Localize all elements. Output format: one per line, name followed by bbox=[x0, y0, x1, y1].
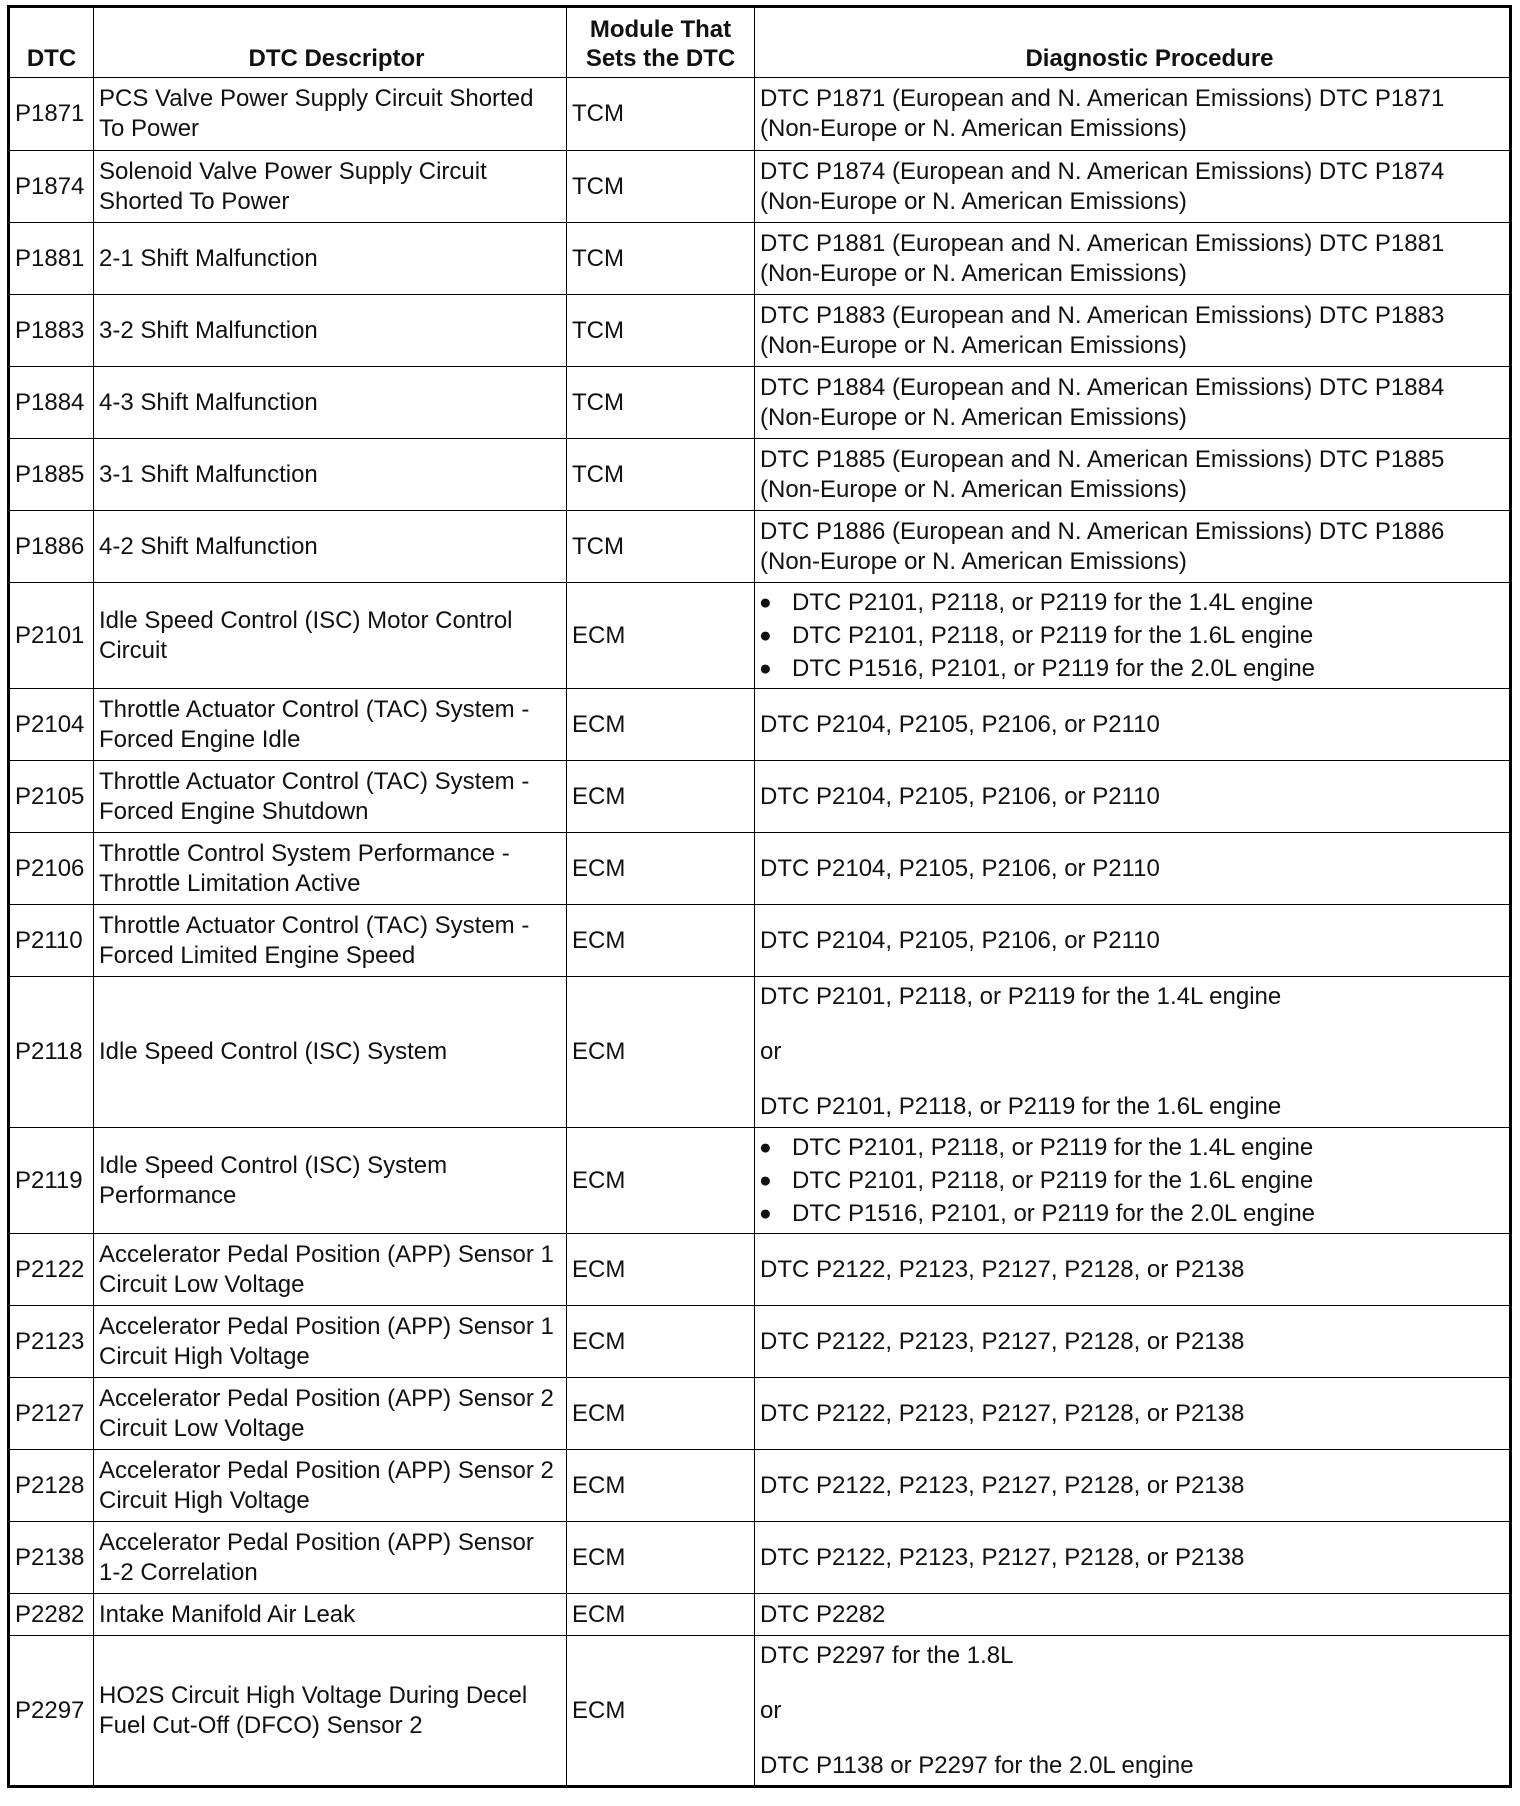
dtc-code-cell: P2138 bbox=[9, 1522, 94, 1594]
procedure-cell bbox=[755, 583, 1511, 689]
procedure-bullet-item: ● DTC P2101, P2118, or P2119 for the 1.6L engine bbox=[792, 1164, 1504, 1197]
line-gap bbox=[760, 1012, 1504, 1037]
descriptor-cell: 3-1 Shift Malfunction bbox=[94, 439, 567, 511]
dtc-code-cell: P2282 bbox=[9, 1594, 94, 1636]
module-cell: ECM bbox=[567, 1378, 755, 1450]
module-cell: ECM bbox=[567, 583, 755, 689]
dtc-code-cell: P1871 bbox=[9, 78, 94, 151]
procedure-cell bbox=[755, 1128, 1511, 1234]
dtc-code-cell: P1874 bbox=[9, 151, 94, 223]
descriptor-cell: Throttle Control System Performance - Throttle Limitation Active bbox=[94, 833, 567, 905]
dtc-code-cell: P2297 bbox=[9, 1636, 94, 1787]
table-row bbox=[9, 1306, 1511, 1378]
procedure-cell bbox=[755, 977, 1511, 1128]
procedure-bullet-item: ● DTC P1516, P2101, or P2119 for the 2.0L engine bbox=[792, 1197, 1504, 1230]
dtc-code-cell: P2128 bbox=[9, 1450, 94, 1522]
descriptor-cell: Accelerator Pedal Position (APP) Sensor 1 Circuit High Voltage bbox=[94, 1306, 567, 1378]
table-row bbox=[9, 761, 1511, 833]
module-cell: ECM bbox=[567, 1450, 755, 1522]
dtc-code-cell: P1883 bbox=[9, 295, 94, 367]
module-cell: ECM bbox=[567, 1306, 755, 1378]
table-row bbox=[9, 1522, 1511, 1594]
procedure-cell: DTC P2122, P2123, P2127, P2128, or P2138 bbox=[755, 1450, 1511, 1522]
descriptor-cell: Idle Speed Control (ISC) System bbox=[94, 977, 567, 1128]
dtc-code-cell: P2105 bbox=[9, 761, 94, 833]
dtc-code-cell: P1881 bbox=[9, 223, 94, 295]
table-row bbox=[9, 1128, 1511, 1234]
table-header bbox=[9, 7, 1511, 78]
table-row bbox=[9, 295, 1511, 367]
descriptor-cell: Accelerator Pedal Position (APP) Sensor 1-2 Correlation bbox=[94, 1522, 567, 1594]
dtc-code-cell: P2127 bbox=[9, 1378, 94, 1450]
dtc-code-cell: P2106 bbox=[9, 833, 94, 905]
line-gap bbox=[760, 1067, 1504, 1092]
dtc-code-cell: P1886 bbox=[9, 511, 94, 583]
descriptor-cell: 4-3 Shift Malfunction bbox=[94, 367, 567, 439]
procedure-bullet-item: ● DTC P2101, P2118, or P2119 for the 1.6L engine bbox=[792, 619, 1504, 652]
procedure-or-separator: or bbox=[760, 1038, 782, 1065]
table-row bbox=[9, 689, 1511, 761]
module-cell: TCM bbox=[567, 439, 755, 511]
table-row bbox=[9, 1234, 1511, 1306]
table-row bbox=[9, 905, 1511, 977]
procedure-bullet-item: ● DTC P2101, P2118, or P2119 for the 1.4L engine bbox=[792, 1131, 1504, 1164]
procedure-cell: DTC P2104, P2105, P2106, or P2110 bbox=[755, 689, 1511, 761]
module-cell: TCM bbox=[567, 223, 755, 295]
procedure-cell: DTC P1883 (European and N. American Emissions) DTC P1883 (Non-Europe or N. American Emissions) bbox=[755, 295, 1511, 367]
descriptor-cell: Accelerator Pedal Position (APP) Sensor 1 Circuit Low Voltage bbox=[94, 1234, 567, 1306]
procedure-cell: DTC P1871 (European and N. American Emissions) DTC P1871 (Non-Europe or N. American Emissions) bbox=[755, 78, 1511, 151]
table-row bbox=[9, 1378, 1511, 1450]
dtc-code-cell: P2104 bbox=[9, 689, 94, 761]
procedure-cell: DTC P2122, P2123, P2127, P2128, or P2138 bbox=[755, 1378, 1511, 1450]
module-cell: ECM bbox=[567, 1128, 755, 1234]
dtc-code-cell: P2119 bbox=[9, 1128, 94, 1234]
descriptor-cell: Idle Speed Control (ISC) Motor Control Circuit bbox=[94, 583, 567, 689]
module-cell: ECM bbox=[567, 833, 755, 905]
procedure-cell: DTC P2122, P2123, P2127, P2128, or P2138 bbox=[755, 1522, 1511, 1594]
procedure-cell: DTC P2104, P2105, P2106, or P2110 bbox=[755, 761, 1511, 833]
descriptor-cell: Throttle Actuator Control (TAC) System - Forced Engine Shutdown bbox=[94, 761, 567, 833]
descriptor-cell: 2-1 Shift Malfunction bbox=[94, 223, 567, 295]
procedure-alternative: DTC P2297 for the 1.8L bbox=[760, 1641, 1014, 1669]
dtc-code-cell: P2101 bbox=[9, 583, 94, 689]
procedure-alternative: DTC P2101, P2118, or P2119 for the 1.4L engine bbox=[760, 983, 1282, 1010]
procedure-bullet-list bbox=[760, 586, 1504, 685]
procedure-bullet-list bbox=[760, 1131, 1504, 1230]
table-row bbox=[9, 78, 1511, 151]
module-cell: ECM bbox=[567, 689, 755, 761]
dtc-table bbox=[7, 5, 1512, 1788]
module-cell: ECM bbox=[567, 905, 755, 977]
descriptor-cell: Throttle Actuator Control (TAC) System - Forced Limited Engine Speed bbox=[94, 905, 567, 977]
procedure-cell: DTC P1884 (European and N. American Emissions) DTC P1884 (Non-Europe or N. American Emissions) bbox=[755, 367, 1511, 439]
module-cell: ECM bbox=[567, 1234, 755, 1306]
procedure-cell: DTC P2122, P2123, P2127, P2128, or P2138 bbox=[755, 1306, 1511, 1378]
procedure-cell: DTC P1886 (European and N. American Emissions) DTC P1886 (Non-Europe or N. American Emissions) bbox=[755, 511, 1511, 583]
module-cell: TCM bbox=[567, 151, 755, 223]
table-row bbox=[9, 1450, 1511, 1522]
header-procedure: Diagnostic Procedure bbox=[755, 7, 1511, 78]
procedure-bullet-item: ● DTC P2101, P2118, or P2119 for the 1.4L engine bbox=[792, 586, 1504, 619]
module-cell: ECM bbox=[567, 1522, 755, 1594]
procedure-bullet-item: ● DTC P1516, P2101, or P2119 for the 2.0L engine bbox=[792, 652, 1504, 685]
table-row bbox=[9, 977, 1511, 1128]
dtc-code-cell: P2122 bbox=[9, 1234, 94, 1306]
module-cell: TCM bbox=[567, 295, 755, 367]
module-cell: TCM bbox=[567, 367, 755, 439]
descriptor-cell: HO2S Circuit High Voltage During Decel Fuel Cut-Off (DFCO) Sensor 2 bbox=[94, 1636, 567, 1787]
table-row bbox=[9, 367, 1511, 439]
line-gap bbox=[760, 1671, 1504, 1696]
dtc-code-cell: P1885 bbox=[9, 439, 94, 511]
header-row bbox=[9, 7, 1511, 78]
procedure-cell bbox=[755, 1636, 1511, 1787]
procedure-cell: DTC P1885 (European and N. American Emissions) DTC P1885 (Non-Europe or N. American Emissions) bbox=[755, 439, 1511, 511]
descriptor-cell: Throttle Actuator Control (TAC) System - Forced Engine Idle bbox=[94, 689, 567, 761]
procedure-cell: DTC P2282 bbox=[755, 1594, 1511, 1636]
descriptor-cell: Idle Speed Control (ISC) System Performance bbox=[94, 1128, 567, 1234]
table-row bbox=[9, 833, 1511, 905]
descriptor-cell: Solenoid Valve Power Supply Circuit Shorted To Power bbox=[94, 151, 567, 223]
descriptor-cell: 4-2 Shift Malfunction bbox=[94, 511, 567, 583]
table-row bbox=[9, 223, 1511, 295]
table-row bbox=[9, 439, 1511, 511]
dtc-code-cell: P1884 bbox=[9, 367, 94, 439]
module-cell: TCM bbox=[567, 511, 755, 583]
descriptor-cell: Accelerator Pedal Position (APP) Sensor 2 Circuit Low Voltage bbox=[94, 1378, 567, 1450]
procedure-or-separator: or bbox=[760, 1696, 782, 1724]
descriptor-cell: Intake Manifold Air Leak bbox=[94, 1594, 567, 1636]
table-row bbox=[9, 583, 1511, 689]
procedure-alternative: DTC P1138 or P2297 for the 2.0L engine bbox=[760, 1751, 1194, 1779]
header-descriptor: DTC Descriptor bbox=[94, 7, 567, 78]
descriptor-cell: 3-2 Shift Malfunction bbox=[94, 295, 567, 367]
header-dtc: DTC bbox=[9, 7, 94, 78]
descriptor-cell: Accelerator Pedal Position (APP) Sensor 2 Circuit High Voltage bbox=[94, 1450, 567, 1522]
table-row bbox=[9, 151, 1511, 223]
module-cell: ECM bbox=[567, 1636, 755, 1787]
table-body bbox=[9, 78, 1511, 1787]
procedure-cell: DTC P2122, P2123, P2127, P2128, or P2138 bbox=[755, 1234, 1511, 1306]
line-gap bbox=[760, 1726, 1504, 1751]
header-module: Module That Sets the DTC bbox=[567, 7, 755, 78]
module-cell: TCM bbox=[567, 78, 755, 151]
module-cell: ECM bbox=[567, 977, 755, 1128]
procedure-cell: DTC P2104, P2105, P2106, or P2110 bbox=[755, 833, 1511, 905]
dtc-code-cell: P2110 bbox=[9, 905, 94, 977]
dtc-code-cell: P2118 bbox=[9, 977, 94, 1128]
descriptor-cell: PCS Valve Power Supply Circuit Shorted To Power bbox=[94, 78, 567, 151]
procedure-cell: DTC P1881 (European and N. American Emissions) DTC P1881 (Non-Europe or N. American Emissions) bbox=[755, 223, 1511, 295]
module-cell: ECM bbox=[567, 761, 755, 833]
table-row bbox=[9, 1636, 1511, 1787]
procedure-cell: DTC P1874 (European and N. American Emissions) DTC P1874 (Non-Europe or N. American Emissions) bbox=[755, 151, 1511, 223]
table-row bbox=[9, 511, 1511, 583]
procedure-cell: DTC P2104, P2105, P2106, or P2110 bbox=[755, 905, 1511, 977]
procedure-alternative: DTC P2101, P2118, or P2119 for the 1.6L engine bbox=[760, 1093, 1282, 1120]
dtc-code-cell: P2123 bbox=[9, 1306, 94, 1378]
module-cell: ECM bbox=[567, 1594, 755, 1636]
table-row bbox=[9, 1594, 1511, 1636]
